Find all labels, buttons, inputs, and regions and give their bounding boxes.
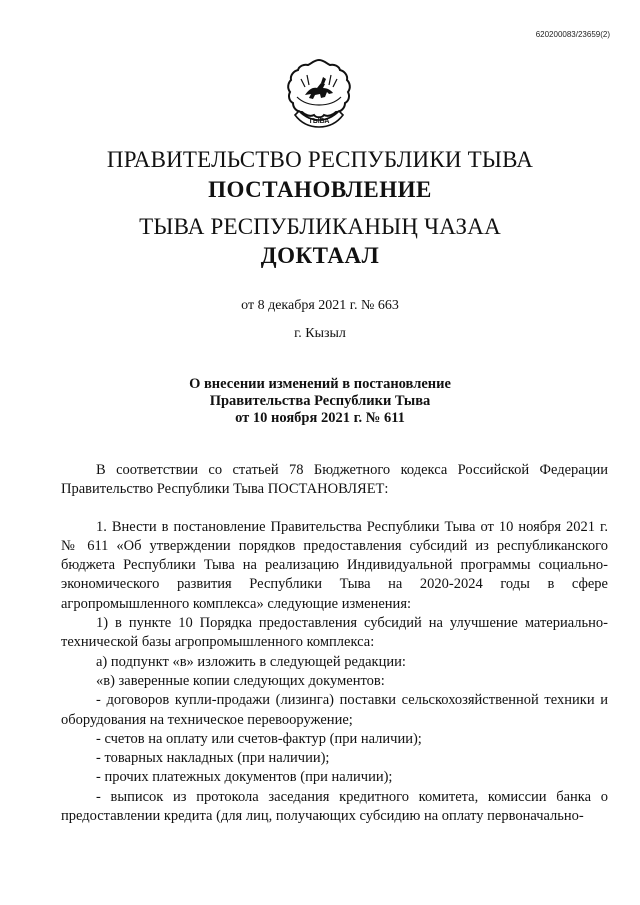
tuva-emblem-icon xyxy=(285,57,353,133)
government-name-ru: ПРАВИТЕЛЬСТВО РЕСПУБЛИКИ ТЫВА xyxy=(106,147,534,172)
paragraph: - прочих платежных документов (при наличии); xyxy=(96,769,393,786)
paragraph: - счетов на оплату или счетов-фактур (при наличии); xyxy=(96,730,422,747)
emblem-label: ТЫВА xyxy=(308,118,330,125)
paragraph: - договоров купли-продажи (лизинга) поставки сельскохозяйственной техники и оборудования на техническое перевооружение; xyxy=(61,692,608,728)
decree-body xyxy=(61,461,608,826)
government-name-tyv: ТЫВА РЕСПУБЛИКАНЫҢ ЧАЗАА xyxy=(139,214,501,239)
decree-date: от 8 декабря 2021 г. № 663 xyxy=(241,298,399,313)
paragraph: - выписок из протокола заседания кредитного комитета, комиссии банка о предоставлении кредита (для лиц, получающих субсидию на оплату первоначально- xyxy=(61,788,608,825)
decree-title-line: Правительства Республики Тыва xyxy=(209,393,431,409)
city: г. Кызыл xyxy=(294,326,346,341)
paragraph: «в) заверенные копии следующих документов: xyxy=(96,672,385,689)
paragraph: 1. Внести в постановление Правительства Республики Тыва от 10 ноября 2021 г. № 611 «Об утверждении порядков предоставления субсидий из республиканского бюджета Республики Тыва на реализацию Индивидуальной программы социально-экономического развития Республики Тыва на 2020-2024 годы в сфере агропромышленного комплекса» следующие изменения: xyxy=(61,518,608,612)
paragraph: 1) в пункте 10 Порядка предоставления субсидий на улучшение материально-технической базы агропромышленного комплекса: xyxy=(61,615,608,651)
decree-type-ru: ПОСТАНОВЛЕНИЕ xyxy=(208,177,432,202)
document-number: 620200083/23659(2) xyxy=(535,30,610,39)
decree-type-tyv: ДОКТААЛ xyxy=(260,243,380,268)
decree-title-line: О внесении изменений в постановление xyxy=(189,376,451,392)
paragraph: В соответствии со статьей 78 Бюджетного кодекса Российской Федерации Правительство Республики Тыва ПОСТАНОВЛЯЕТ: xyxy=(61,462,608,498)
paragraph: - товарных накладных (при наличии); xyxy=(96,750,330,767)
paragraph: а) подпункт «в» изложить в следующей редакции: xyxy=(96,653,406,670)
decree-title-line: от 10 ноября 2021 г. № 611 xyxy=(235,410,405,426)
decree-title xyxy=(0,376,640,427)
